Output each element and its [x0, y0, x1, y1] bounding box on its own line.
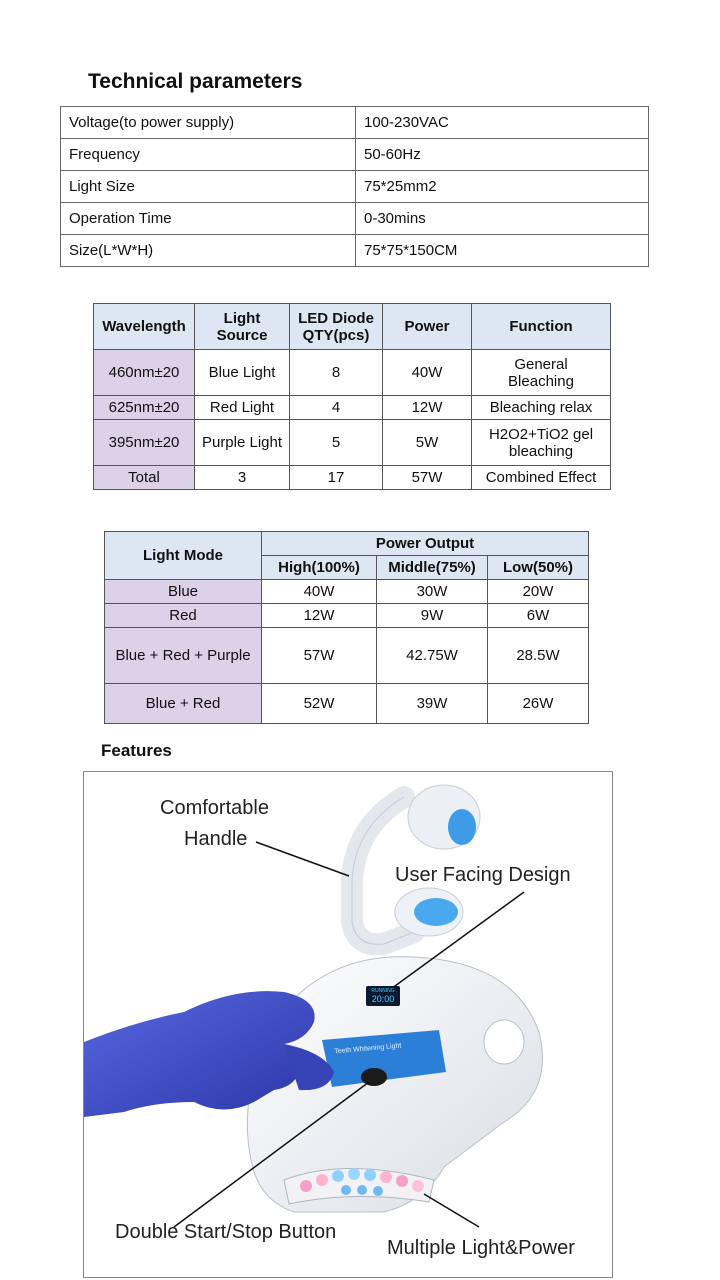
table-row: [105, 684, 589, 724]
callout-multiple-light: Multiple Light&Power: [387, 1237, 575, 1259]
top-head-lens: [448, 809, 476, 845]
cell-mode: Red: [105, 604, 262, 628]
cell-mode: Blue + Red + Purple: [105, 628, 262, 684]
header-led-line1: LED Diode: [298, 309, 374, 327]
header-led: [290, 304, 383, 350]
cell-function: Combined Effect: [472, 466, 611, 490]
wavelength-table: [93, 303, 611, 490]
cell-wavelength: 625nm±20: [94, 396, 195, 420]
cell-function: [472, 420, 611, 466]
side-hole: [484, 1020, 524, 1064]
light-mode-table: [104, 531, 589, 724]
header-row: [94, 304, 611, 350]
cell-high: 57W: [262, 628, 377, 684]
led: [380, 1171, 392, 1183]
screen-status: RUNNING: [371, 988, 395, 994]
cell-qty: 17: [290, 466, 383, 490]
cell-high: 12W: [262, 604, 377, 628]
cell-mode: Blue + Red: [105, 684, 262, 724]
param-label: Operation Time: [61, 203, 356, 235]
table-row: [61, 139, 649, 171]
device-label: Teeth Whitening Light: [333, 1042, 402, 1056]
cell-power: 12W: [383, 396, 472, 420]
cell-middle: 30W: [377, 580, 488, 604]
section-title-technical: Technical parameters: [88, 70, 303, 93]
header-high: High(100%): [262, 556, 377, 580]
device-illustration: [84, 772, 612, 1277]
param-label: Light Size: [61, 171, 356, 203]
table-row: [61, 171, 649, 203]
table-row: [94, 466, 611, 490]
function-line2: bleaching: [508, 442, 574, 460]
header-light-source: [195, 304, 290, 350]
table-row: [61, 203, 649, 235]
header-light-mode: Light Mode: [105, 532, 262, 580]
cell-middle: 39W: [377, 684, 488, 724]
led: [300, 1180, 312, 1192]
table-row: [61, 235, 649, 267]
function-line1: General: [514, 355, 568, 373]
header-row: [105, 532, 589, 556]
table-row: [61, 107, 649, 139]
function-line1: H2O2+TiO2 gel: [488, 425, 594, 443]
led: [357, 1185, 367, 1195]
led: [412, 1180, 424, 1192]
param-value: 75*75*150CM: [356, 235, 649, 267]
led: [364, 1169, 376, 1181]
cell-function: Bleaching relax: [472, 396, 611, 420]
table-row: [105, 604, 589, 628]
cell-low: 20W: [488, 580, 589, 604]
param-label: Frequency: [61, 139, 356, 171]
cell-source: Red Light: [195, 396, 290, 420]
cell-source: Purple Light: [195, 420, 290, 466]
cell-middle: 9W: [377, 604, 488, 628]
header-light-source-line1: Light: [223, 309, 261, 327]
led: [373, 1186, 383, 1196]
table-row: [105, 628, 589, 684]
param-value: 50-60Hz: [356, 139, 649, 171]
param-value: 75*25mm2: [356, 171, 649, 203]
cell-low: 26W: [488, 684, 589, 724]
device-figure: [83, 771, 613, 1278]
table-row: [105, 580, 589, 604]
header-wavelength: Wavelength: [94, 304, 195, 350]
cell-low: 28.5W: [488, 628, 589, 684]
cell-wavelength: 460nm±20: [94, 350, 195, 396]
technical-parameters-table: [60, 106, 649, 267]
header-power: Power: [383, 304, 472, 350]
section-title-features: Features: [101, 741, 172, 760]
cell-qty: 4: [290, 396, 383, 420]
table-row: [94, 350, 611, 396]
cell-source: 3: [195, 466, 290, 490]
leader-handle: [256, 842, 349, 876]
leader-multiple: [424, 1194, 479, 1227]
header-light-source-line2: Source: [216, 326, 268, 344]
header-low: Low(50%): [488, 556, 589, 580]
cell-high: 52W: [262, 684, 377, 724]
header-function: Function: [472, 304, 611, 350]
callout-start-stop: Double Start/Stop Button: [115, 1221, 337, 1243]
callout-user-facing: User Facing Design: [395, 864, 571, 886]
cell-function: [472, 350, 611, 396]
led: [348, 1168, 360, 1180]
led: [341, 1185, 351, 1195]
joint-lens: [414, 898, 458, 926]
cell-power: 40W: [383, 350, 472, 396]
led: [316, 1174, 328, 1186]
cell-power: 57W: [383, 466, 472, 490]
param-label: Voltage(to power supply): [61, 107, 356, 139]
cell-high: 40W: [262, 580, 377, 604]
param-value: 100-230VAC: [356, 107, 649, 139]
start-stop-button: [361, 1068, 387, 1086]
callout-handle-line2: Handle: [184, 828, 248, 850]
table-row: [94, 420, 611, 466]
cell-middle: 42.75W: [377, 628, 488, 684]
cell-qty: 5: [290, 420, 383, 466]
header-led-line2: QTY(pcs): [302, 326, 370, 344]
led: [396, 1175, 408, 1187]
screen-time: 20:00: [371, 994, 395, 1004]
cell-qty: 8: [290, 350, 383, 396]
led: [332, 1170, 344, 1182]
param-value: 0-30mins: [356, 203, 649, 235]
cell-mode: Blue: [105, 580, 262, 604]
cell-source: Blue Light: [195, 350, 290, 396]
table-row: [94, 396, 611, 420]
param-label: Size(L*W*H): [61, 235, 356, 267]
header-middle: Middle(75%): [377, 556, 488, 580]
callout-handle-line1: Comfortable: [160, 797, 269, 819]
header-power-output: Power Output: [262, 532, 589, 556]
cell-power: 5W: [383, 420, 472, 466]
function-line2: Bleaching: [508, 372, 574, 390]
cell-total-label: Total: [94, 466, 195, 490]
cell-low: 6W: [488, 604, 589, 628]
cell-wavelength: 395nm±20: [94, 420, 195, 466]
